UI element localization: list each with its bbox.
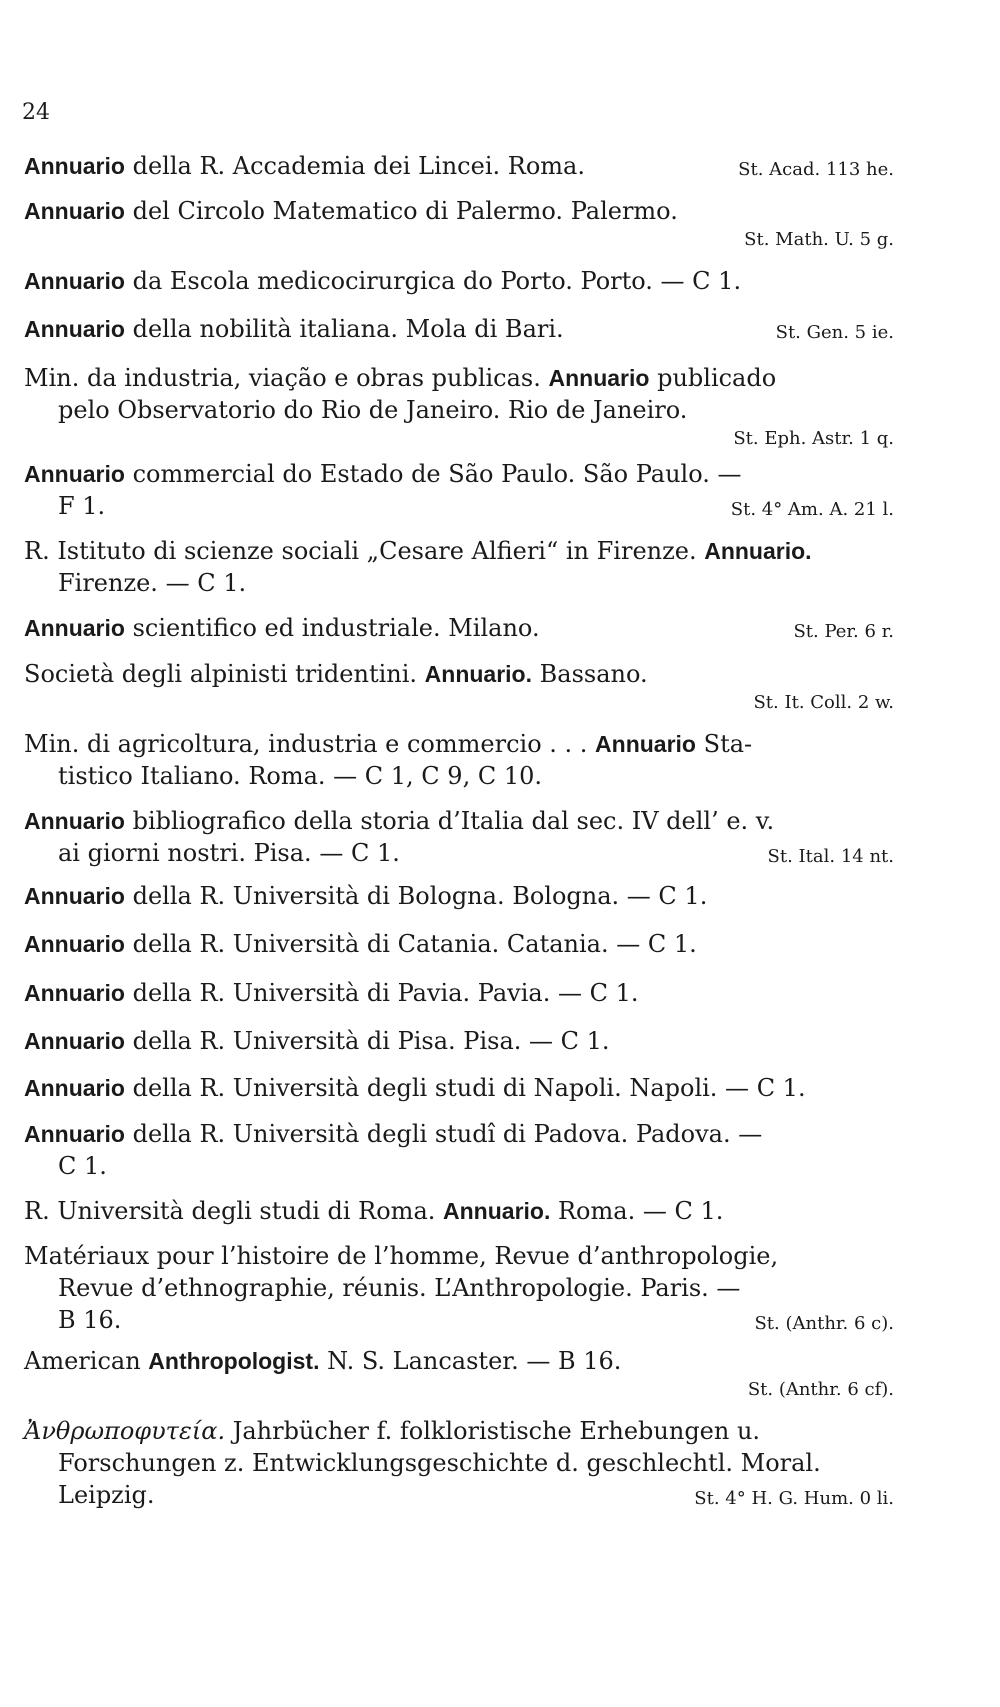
entry-text: Bassano.: [532, 660, 648, 688]
shelfmark: St. 4° H. G. Hum. 0 li.: [694, 1488, 894, 1509]
entry-continuation-text: F 1.: [58, 492, 106, 520]
entry-first-line: [24, 1072, 894, 1104]
catalog-entry: [24, 1118, 894, 1182]
shelfmark: St. (Anthr. 6 cf).: [747, 1379, 894, 1400]
entry-first-line: [24, 362, 894, 394]
entry-text: della R. Università degli studi di Napoli. Napoli. — C 1.: [124, 1074, 806, 1102]
entry-text: della R. Università di Pavia. Pavia. — C 1.: [124, 979, 639, 1007]
entry-text: della R. Università di Bologna. Bologna. — C 1.: [124, 882, 708, 910]
entry-text: della R. Università di Pisa. Pisa. — C 1.: [124, 1027, 610, 1055]
entry-text: Jahrbücher f. folkloristische Erhebungen u.: [225, 1417, 761, 1445]
entry-prefix: R. Istituto di scienze sociali „Cesare Alfieri“ in Firenze.: [24, 537, 705, 565]
entry-keyword: Annuario: [24, 316, 125, 342]
entry-first-line: [24, 880, 894, 912]
catalog-entry: [24, 1072, 894, 1104]
entry-prefix: Ἀνθρωποφυτεία.: [24, 1417, 226, 1445]
entry-first-line: [24, 977, 894, 1009]
catalog-entry: [24, 928, 894, 960]
catalog-entry: [24, 362, 894, 452]
entry-keyword: Annuario: [24, 615, 125, 641]
entry-first-line: [24, 1195, 894, 1227]
catalog-entry: [24, 1025, 894, 1057]
entry-first-line: [24, 805, 894, 837]
shelfmark: St. Ital. 14 nt.: [767, 846, 894, 867]
entry-prefix: American: [24, 1347, 149, 1375]
entry-continuation: [24, 837, 894, 869]
page-number: 24: [22, 100, 50, 125]
catalog-entry: [24, 805, 894, 873]
entry-text: della R. Accademia dei Lincei. Roma.: [124, 152, 585, 180]
entry-continuation-text: pelo Observatorio do Rio de Janeiro. Rio de Janeiro.: [58, 396, 688, 424]
entry-text: Roma. — C 1.: [550, 1197, 724, 1225]
catalog-entry: [24, 612, 894, 648]
entry-prefix: Min. di agricoltura, industria e commercio . . .: [24, 730, 596, 758]
entry-text: scientifico ed industriale. Milano.: [124, 614, 540, 642]
entry-first-line: [24, 535, 894, 567]
entry-keyword: Annuario: [24, 268, 125, 294]
shelfmark: St. It. Coll. 2 w.: [753, 692, 894, 713]
entry-first-line: [24, 1025, 894, 1057]
entry-text: del Circolo Matematico di Palermo. Palermo.: [124, 197, 678, 225]
entry-continuation: [24, 1304, 894, 1336]
entry-continuation-text: Leipzig.: [58, 1481, 155, 1509]
catalog-entry: [24, 1240, 894, 1340]
entry-first-line: [24, 658, 894, 690]
entry-keyword: Annuario.: [443, 1198, 551, 1224]
entry-continuation: [24, 1447, 894, 1479]
entry-text: della R. Università degli studî di Padova. Padova. —: [124, 1120, 763, 1148]
entry-first-line: [24, 928, 894, 960]
entry-continuation-text: Firenze. — C 1.: [58, 569, 247, 597]
entry-continuation: [24, 760, 894, 792]
entry-first-line: [24, 313, 894, 345]
entry-continuation-text: Revue d’ethnographie, réunis. L’Anthropologie. Paris. —: [58, 1274, 741, 1302]
entry-keyword: Annuario: [24, 153, 125, 179]
entry-text: della nobilità italiana. Mola di Bari.: [124, 315, 564, 343]
entry-continuation-text: Forschungen z. Entwicklungsgeschichte d. geschlechtl. Moral.: [58, 1449, 821, 1477]
catalog-entry: [24, 977, 894, 1009]
catalog-entry: [24, 535, 894, 599]
entry-keyword: Annuario: [24, 198, 125, 224]
entry-first-line: [24, 1118, 894, 1150]
catalog-entry: [24, 1415, 894, 1515]
catalog-entry: [24, 658, 894, 716]
entry-text: publicado: [649, 364, 777, 392]
entry-first-line: [24, 458, 894, 490]
entry-keyword: Annuario: [24, 1028, 125, 1054]
entry-continuation: [24, 394, 894, 426]
entry-text: commercial do Estado de São Paulo. São Paulo. —: [124, 460, 742, 488]
entry-first-line: [24, 1345, 894, 1377]
entry-continuation-text: tistico Italiano. Roma. — C 1, C 9, C 10.: [58, 762, 542, 790]
entry-first-line: [24, 728, 894, 760]
entry-prefix: Matériaux pour l’histoire de l’homme, Revue d’anthropologie,: [24, 1242, 779, 1270]
shelfmark: St. Per. 6 r.: [793, 621, 894, 642]
entry-keyword: Annuario: [548, 365, 650, 391]
entry-prefix: Società degli alpinisti tridentini.: [24, 660, 425, 688]
entry-continuation: [24, 1272, 894, 1304]
shelfmark: St. 4° Am. A. 21 l.: [730, 499, 894, 520]
entry-continuation: [24, 1150, 894, 1182]
entry-text: bibliografico della storia d’Italia dal sec. IV dell’ e. v.: [124, 807, 775, 835]
entry-first-line: [24, 1415, 894, 1447]
shelfmark: St. Gen. 5 ie.: [775, 322, 894, 343]
entry-text: N. S. Lancaster. — B 16.: [319, 1347, 622, 1375]
entry-keyword: Annuario: [24, 980, 125, 1006]
shelfmark: St. Math. U. 5 g.: [744, 229, 894, 250]
entry-continuation-text: C 1.: [58, 1152, 107, 1180]
shelfmark: St. (Anthr. 6 c).: [754, 1313, 894, 1334]
entry-keyword: Anthropologist.: [148, 1348, 320, 1374]
entry-continuation: [24, 567, 894, 599]
entry-first-line: [24, 612, 894, 644]
entry-text: Sta-: [696, 730, 753, 758]
catalog-entry: [24, 1195, 894, 1227]
entry-keyword: Annuario: [24, 883, 125, 909]
shelfmark: St. Acad. 113 he.: [738, 159, 894, 180]
entry-keyword: Annuario: [24, 931, 125, 957]
entry-first-line: [24, 265, 894, 297]
catalog-entry: [24, 195, 894, 253]
entry-continuation: [24, 490, 894, 522]
entry-first-line: [24, 1240, 894, 1272]
entry-first-line: [24, 150, 894, 182]
catalog-entry: [24, 313, 894, 349]
entry-continuation: [24, 1479, 894, 1511]
entry-keyword: Annuario: [24, 1121, 125, 1147]
entry-first-line: [24, 195, 894, 227]
catalog-entry: [24, 880, 894, 912]
entry-continuation-text: ai giorni nostri. Pisa. — C 1.: [58, 839, 400, 867]
entry-keyword: Annuario.: [424, 661, 532, 687]
catalog-entry: [24, 458, 894, 526]
entry-prefix: Min. da industria, viação e obras publicas.: [24, 364, 549, 392]
entry-text: della R. Università di Catania. Catania. — C 1.: [124, 930, 697, 958]
entry-prefix: R. Università degli studi di Roma.: [24, 1197, 444, 1225]
entry-keyword: Annuario.: [704, 538, 812, 564]
entry-keyword: Annuario: [24, 1075, 125, 1101]
entry-text: da Escola medicocirurgica do Porto. Porto. — C 1.: [124, 267, 742, 295]
entry-keyword: Annuario: [24, 808, 125, 834]
catalog-entry: [24, 265, 894, 297]
entry-continuation-text: B 16.: [58, 1306, 122, 1334]
entry-keyword: Annuario: [595, 731, 696, 757]
catalog-entry: [24, 1345, 894, 1403]
entry-keyword: Annuario: [24, 461, 125, 487]
catalog-entry: [24, 728, 894, 792]
shelfmark: St. Eph. Astr. 1 q.: [733, 428, 894, 449]
catalog-entry: [24, 150, 894, 186]
